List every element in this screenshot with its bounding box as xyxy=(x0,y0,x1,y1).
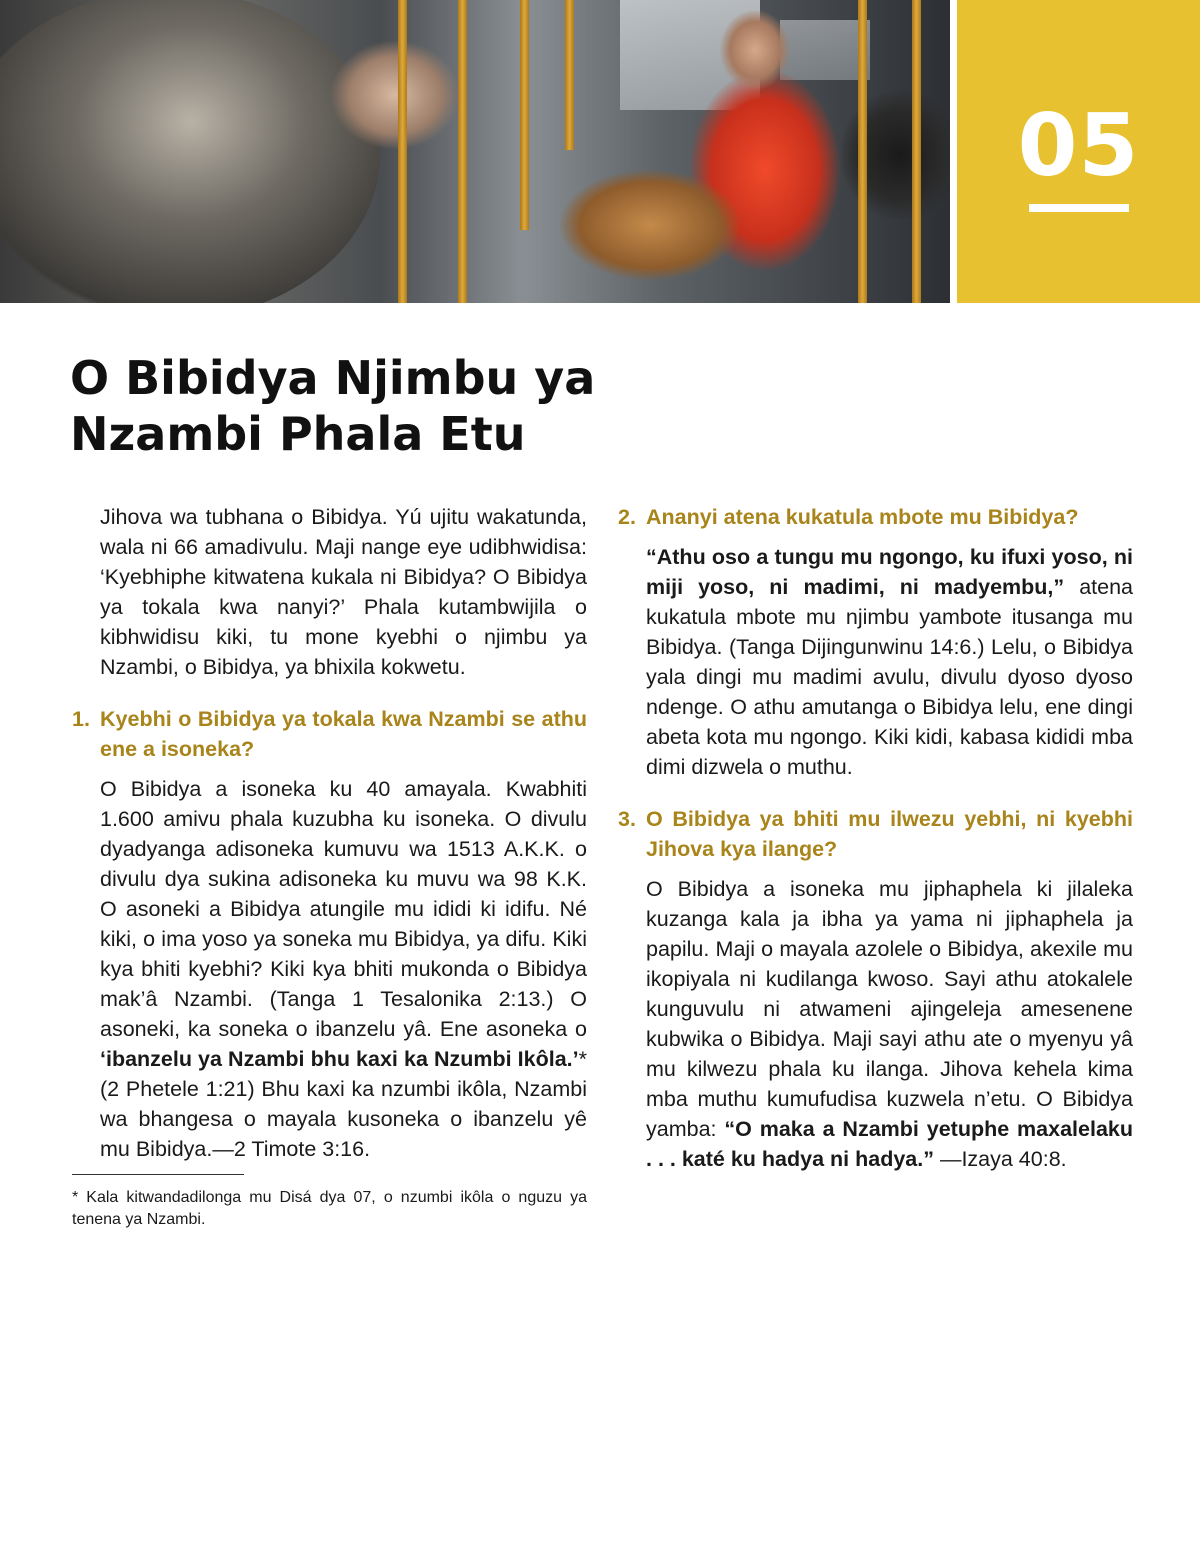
section-1-question xyxy=(72,704,587,764)
section-1-text-a: O Bibidya a isoneka ku 40 amayala. Kwabhiti 1.600 amivu phala kuzubha ku isoneka. O divulu dyadyanga adisoneka kumuvu wa 1513 A.K.K. o divulu dya sukina adisoneka ku muvu wa 98 K.K. O asoneki a Bibidya atungile mu ididi ki idifu. Né kiki, o ima yoso ya soneka mu Bibidya, ya difu. Kiki kya bhiti kyebhi? Kiki kya bhiti mukonda o Bibidya mak’â Nzambi. (Tanga 1 Tesalonika 2:13.) O asoneki, ka soneka o ibanzelu yâ. Ene asoneka o xyxy=(100,777,587,1041)
bus-window xyxy=(780,20,870,80)
bus-pole xyxy=(458,0,467,303)
section-2-text: atena kukatula mbote mu njimbu yambote itusanga mu Bibidya. (Tanga Dijingunwinu 14:6.) Lelu, o Bibidya yala dingi mu madimi avulu, divulu dyoso dyoso ndenge. O athu amutanga o Bibidya lelu, ene dingi abeta kota mu ngongo. Kiki kidi, kabasa kididi mba dimi dizwela o muthu. xyxy=(646,575,1133,779)
section-3-text-a: O Bibidya a isoneka mu jiphaphela ki jilaleka kuzanga kala ja ibha ya yama ni jiphaphela ja papilu. Maji o mayala azolele o Bibidya, akexile mu ikopiyala ni kudilanga kwoso. Sayi athu atokalele kunguvulu ni atwameni ajingeleja amesenene kubwika o Bibidya. Maji sayi athu ate o myenyu yâ mu kilwezu phala ku ilanga. Jihova kehela kima mba muthu kumufudisa kuzwela n’etu. O Bibidya yamba: xyxy=(646,877,1133,1141)
section-3-number: 3. xyxy=(618,807,636,831)
left-column xyxy=(72,502,587,1231)
reader-head xyxy=(720,10,790,90)
section-1-question-text: Kyebhi o Bibidya ya tokala kwa Nzambi se athu ene a isoneka? xyxy=(100,707,587,761)
handbag xyxy=(840,90,950,220)
section-2-bold: “Athu oso a tungu mu ngongo, ku ifuxi yoso, ni miji yoso, ni madimi, ni madyembu,” xyxy=(646,545,1133,599)
footnote-divider xyxy=(72,1174,244,1175)
intro-paragraph: Jihova wa tubhana o Bibidya. Yú ujitu wakatunda, wala ni 66 amadivulu. Maji nange eye udibhwidisa: ‘Kyebhiphe kitwatena kukala ni Bibidya? O Bibidya ya tokala kwa nanyi?’ Phala kutambwijila o kibhwidisu kiki, tu mone kyebhi o njimbu ya Nzambi, o Bibidya, ya bhixila kokwetu. xyxy=(100,505,587,679)
passenger-head xyxy=(330,40,460,150)
footnote: * Kala kitwandadilonga mu Disá dya 07, o nzumbi ikôla o nguzu ya tenena ya Nzambi. xyxy=(72,1189,587,1228)
section-2-number: 2. xyxy=(618,505,636,529)
bus-pole xyxy=(912,0,921,303)
page-title: O Bibidya Njimbu ya Nzambi Phala Etu xyxy=(70,351,596,461)
header-photo xyxy=(0,0,950,303)
section-1-paragraph xyxy=(72,774,587,1164)
passenger-left xyxy=(0,0,380,303)
section-2-paragraph xyxy=(618,542,1133,782)
trousers xyxy=(560,170,740,280)
section-2-question xyxy=(618,502,1133,532)
bus-pole xyxy=(858,0,867,303)
lesson-number: 05 xyxy=(1017,96,1140,196)
bus-pole xyxy=(565,0,574,150)
lesson-number-box xyxy=(957,0,1200,303)
section-1-number: 1. xyxy=(72,707,90,731)
lesson-number-rule xyxy=(1029,204,1129,212)
section-3-text-b: —Izaya 40:8. xyxy=(933,1147,1067,1171)
section-3-question-text: O Bibidya ya bhiti mu ilwezu yebhi, ni kyebhi Jihova kya ilange? xyxy=(646,807,1133,861)
bus-pole xyxy=(520,0,529,230)
section-3-paragraph xyxy=(618,874,1133,1174)
section-1-text-b: * (2 Phetele 1:21) Bhu kaxi ka nzumbi ikôla, Nzambi wa bhangesa o mayala kusoneka o ibanzelu yê mu Bibidya.—2 Timote 3:16. xyxy=(100,1047,587,1161)
right-column xyxy=(618,502,1133,1174)
bus-pole xyxy=(398,0,407,303)
section-3-question xyxy=(618,804,1133,864)
section-3-bold: “O maka a Nzambi yetuphe maxalelaku . . . katé ku hadya ni hadya.” xyxy=(646,1117,1133,1171)
section-1-bold: ‘ibanzelu ya Nzambi bhu kaxi ka Nzumbi Ikôla.’ xyxy=(100,1047,579,1071)
section-2-question-text: Ananyi atena kukatula mbote mu Bibidya? xyxy=(646,505,1079,529)
